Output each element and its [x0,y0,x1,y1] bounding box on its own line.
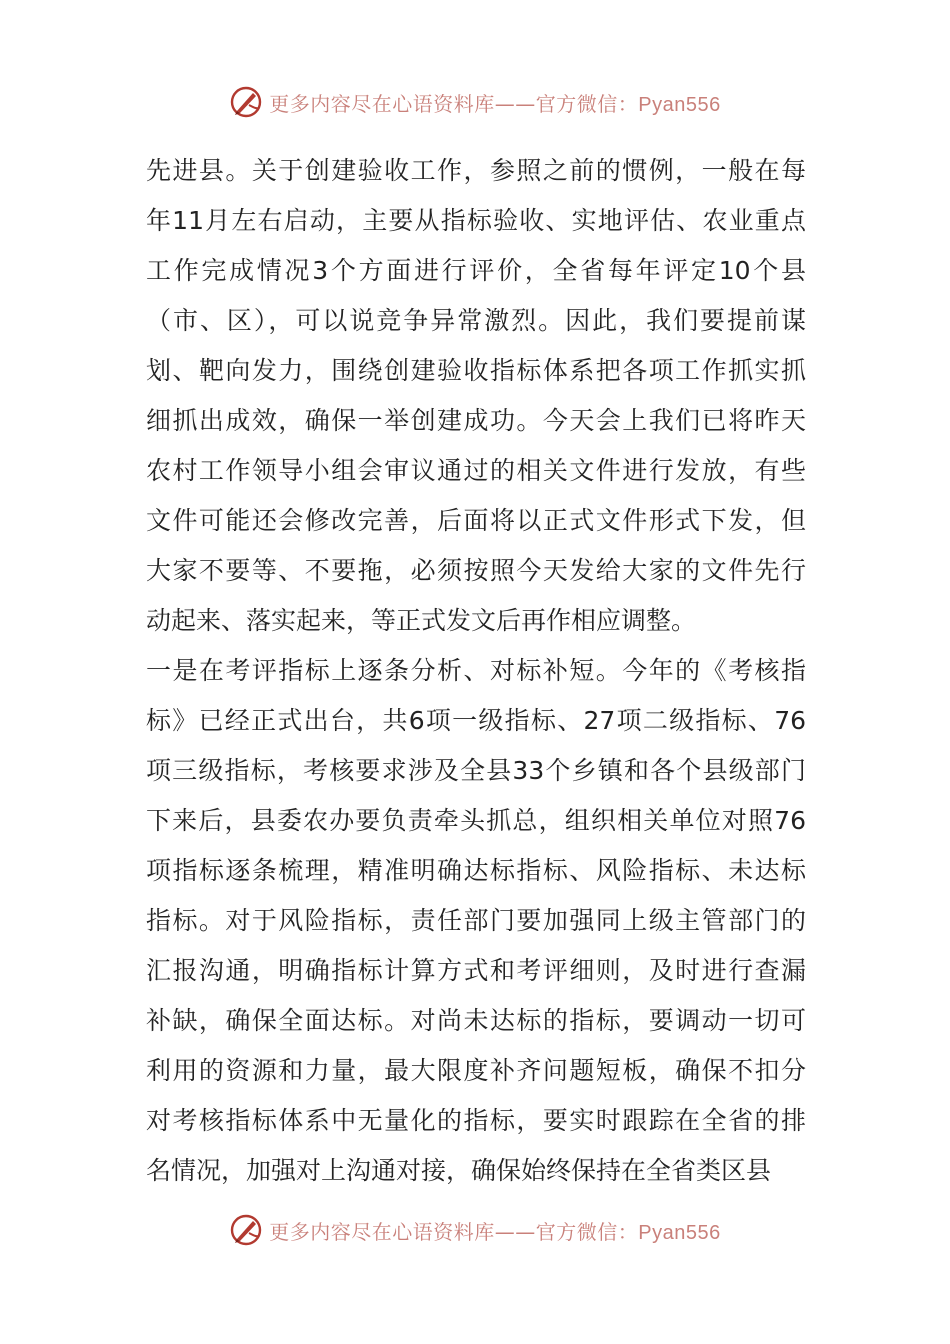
banner-dash: —— [494,1219,536,1244]
banner-brand-text: 更多内容尽在心语资料库 [269,1219,495,1244]
banner-label: 官方微信： [535,91,639,116]
body-text-line: 项指标逐条梳理，精准明确达标指标、风险指标、未达标 [146,856,806,885]
body-text-line: 项三级指标，考核要求涉及全县33个乡镇和各个县级部门 [146,756,806,785]
body-text-line: 补缺，确保全面达标。对尚未达标的指标，要调动一切可 [146,1006,806,1035]
body-text-line: 年11月左右启动，主要从指标验收、实地评估、农业重点 [146,206,806,235]
body-text-line: 利用的资源和力量，最大限度补齐问题短板，确保不扣分 [146,1056,806,1085]
banner-dash: —— [494,91,536,116]
body-text-line: 指标。对于风险指标，责任部门要加强同上级主管部门的 [146,906,806,935]
body-text-line: 细抓出成效，确保一举创建成功。今天会上我们已将昨天 [146,406,806,435]
pen-logo-icon [229,85,263,119]
banner-wechat-id: Pyan556 [638,93,721,116]
body-text-line: 农村工作领导小组会审议通过的相关文件进行发放，有些 [146,456,806,485]
body-text-line: 文件可能还会修改完善，后面将以正式文件形式下发，但 [146,506,806,535]
body-text-line: 名情况，加强对上沟通对接，确保始终保持在全省类区县 [146,1156,772,1185]
body-text-line: 动起来、落实起来，等正式发文后再作相应调整。 [146,606,697,635]
body-text-line: 标》已经正式出台，共6项一级指标、27项二级指标、76 [146,706,806,735]
body-text-line: 大家不要等、不要拖，必须按照今天发给大家的文件先行 [146,556,806,585]
body-text-line: 对考核指标体系中无量化的指标，要实时跟踪在全省的排 [146,1106,806,1135]
document-body [146,146,806,1196]
body-text-line: （市、区），可以说竞争异常激烈。因此，我们要提前谋 [146,306,806,335]
body-text-line: 划、靶向发力，围绕创建验收指标体系把各项工作抓实抓 [146,356,806,385]
pen-logo-icon [229,1213,263,1247]
banner-wechat-id: Pyan556 [638,1221,721,1244]
body-text-line: 下来后，县委农办要负责牵头抓总，组织相关单位对照76 [146,806,806,835]
body-text-line: 一是在考评指标上逐条分析、对标补短。今年的《考核指 [146,656,806,685]
body-text-line: 先进县。关于创建验收工作，参照之前的惯例，一般在每 [146,156,806,185]
header-watermark-banner [0,82,950,122]
banner-label: 官方微信： [535,1219,639,1244]
banner-brand-text: 更多内容尽在心语资料库 [269,91,495,116]
body-text-line: 汇报沟通，明确指标计算方式和考评细则，及时进行查漏 [146,956,806,985]
body-text-line: 工作完成情况3个方面进行评价，全省每年评定10个县 [146,256,806,285]
footer-watermark-banner [0,1210,950,1250]
